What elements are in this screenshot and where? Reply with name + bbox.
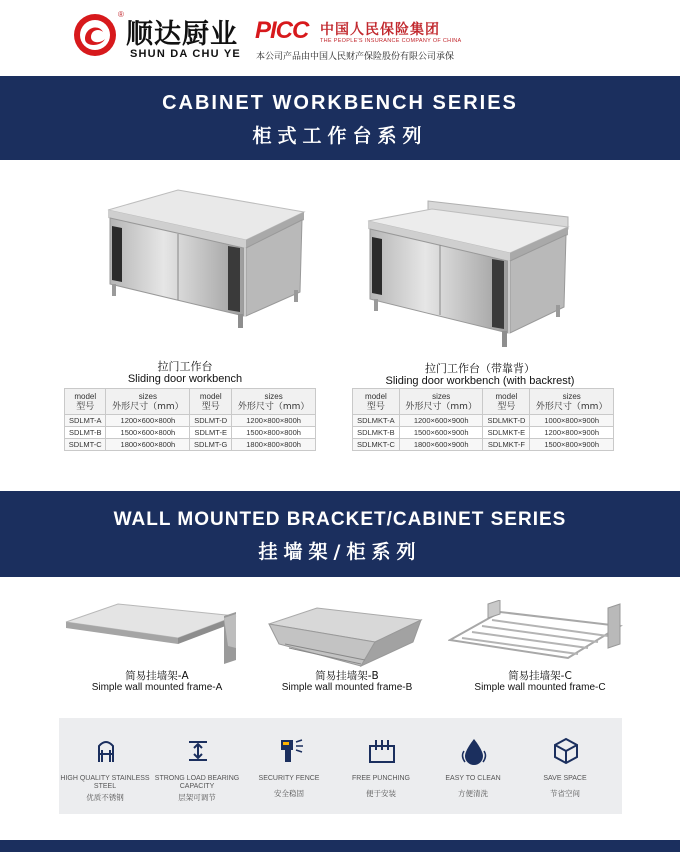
sizes-header-cn: 外形尺寸（mm） — [405, 401, 477, 412]
frame-c-caption — [455, 670, 625, 694]
sizes-header-en: sizes — [562, 391, 581, 401]
next-section-banner — [0, 840, 680, 852]
size-cell: 1200×600×800h — [106, 415, 190, 427]
feature-clean — [427, 718, 519, 814]
load-icon — [183, 736, 213, 766]
fence-icon — [275, 736, 305, 766]
model-cell: SDLMKT-E — [483, 427, 530, 439]
sliding-door-workbench-image — [98, 188, 312, 338]
wall-mounted-banner — [0, 491, 680, 577]
picc-logo: PICC — [255, 17, 309, 44]
workbench-2-name-cn: 拉门工作台（带靠背） — [425, 362, 535, 375]
feature-punching-cn: 便于安装 — [366, 789, 396, 798]
sizes-header — [399, 389, 483, 415]
model-cell: SDLMKT-B — [353, 427, 400, 439]
frame-a-name-en: Simple wall mounted frame-A — [91, 682, 223, 693]
workbench-2-name-en: Sliding door workbench (with backrest) — [385, 375, 575, 387]
table-header-row — [65, 389, 316, 415]
section-title-en: CABINET WORKBENCH SERIES — [162, 92, 518, 114]
sizes-header-cn: 外形尺寸（mm） — [237, 401, 310, 412]
page-header — [0, 0, 680, 72]
size-cell: 1800×800×800h — [232, 439, 316, 451]
shunda-logo-icon — [72, 12, 118, 58]
model-header-en: model — [74, 391, 97, 401]
feature-clean-cn: 方便清洗 — [458, 789, 488, 798]
picc-name-en: THE PEOPLE'S INSURANCE COMPANY OF CHINA — [320, 38, 462, 44]
sizes-header-cn: 外形尺寸（mm） — [535, 401, 608, 412]
workbench-1-name-en: Sliding door workbench — [127, 373, 243, 385]
wall-frame-c-image — [448, 600, 623, 662]
feature-load-en: STRONG LOAD BEARING CAPACITY — [154, 775, 240, 790]
model-header — [65, 389, 106, 415]
workbench-2-spec-table — [352, 388, 614, 451]
model-header — [483, 389, 530, 415]
brand-name-en: SHUN DA CHU YE — [130, 48, 241, 60]
size-cell: 1200×600×900h — [399, 415, 483, 427]
size-cell: 1500×800×800h — [232, 427, 316, 439]
brand-name-cn: 顺达厨业 — [126, 19, 238, 50]
frame-c-name-cn: 简易挂墙架-C — [508, 670, 572, 682]
frame-a-caption — [72, 670, 242, 694]
feature-clean-en: EASY TO CLEAN — [445, 775, 501, 782]
feature-quality-en: HIGH QUALITY STAINLESS STEEL — [60, 775, 150, 790]
drop-icon — [459, 736, 489, 766]
workbench-1-spec-table — [64, 388, 316, 451]
model-cell: SDLMKT-C — [353, 439, 400, 451]
sizes-header-cn: 外形尺寸（mm） — [112, 401, 184, 412]
model-cell: SDLMT-A — [65, 415, 106, 427]
wall-frame-a-image — [60, 598, 240, 664]
feature-fence-cn: 安全稳固 — [274, 789, 304, 798]
model-header-en: model — [495, 391, 518, 401]
feature-space-cn: 节省空间 — [550, 789, 580, 798]
frame-b-name-cn: 简易挂墙架-B — [315, 670, 379, 682]
sizes-header — [530, 389, 614, 415]
model-header-cn: 型号 — [201, 401, 220, 412]
model-cell: SDLMKT-F — [483, 439, 530, 451]
feature-punching — [335, 718, 427, 814]
model-header-cn: 型号 — [366, 401, 385, 412]
feature-quality — [59, 718, 151, 814]
picc-name-cn: 中国人民保险集团 — [320, 22, 440, 38]
quality-icon — [91, 736, 121, 766]
size-cell: 1500×800×900h — [530, 439, 614, 451]
cabinet-workbench-banner — [0, 76, 680, 160]
table-row — [353, 439, 614, 451]
table-row — [353, 415, 614, 427]
insurance-note: 本公司产品由中国人民财产保险股份有限公司承保 — [256, 52, 455, 62]
sizes-header-en: sizes — [432, 391, 451, 401]
table-header-row — [353, 389, 614, 415]
table-row — [353, 427, 614, 439]
model-header — [353, 389, 400, 415]
frame-b-caption — [262, 670, 432, 694]
model-header-en: model — [199, 391, 222, 401]
feature-space-en: SAVE SPACE — [543, 775, 587, 782]
model-cell: SDLMT-D — [190, 415, 232, 427]
feature-punching-en: FREE PUNCHING — [352, 775, 410, 782]
feature-fence — [243, 718, 335, 814]
section-title-cn: 挂墙架/柜系列 — [258, 541, 422, 563]
model-cell: SDLMKT-D — [483, 415, 530, 427]
size-cell: 1200×800×900h — [530, 427, 614, 439]
model-header-cn: 型号 — [497, 401, 516, 412]
workbench-2-caption — [380, 362, 580, 388]
feature-quality-cn: 优质不锈钢 — [86, 793, 124, 802]
backrest-workbench-image — [360, 195, 578, 353]
section-title-cn: 柜式工作台系列 — [252, 125, 428, 147]
size-cell: 1800×600×900h — [399, 439, 483, 451]
model-cell: SDLMT-B — [65, 427, 106, 439]
size-cell: 1800×600×800h — [106, 439, 190, 451]
model-cell: SDLMT-C — [65, 439, 106, 451]
table-row — [65, 427, 316, 439]
feature-load — [151, 718, 243, 814]
sizes-header-en: sizes — [264, 391, 283, 401]
table-row — [65, 439, 316, 451]
sizes-header — [232, 389, 316, 415]
features-strip — [59, 718, 622, 814]
model-header-en: model — [365, 391, 387, 401]
section-title-en: WALL MOUNTED BRACKET/CABINET SERIES — [113, 509, 567, 530]
punch-icon — [367, 736, 397, 766]
frame-b-name-en: Simple wall mounted frame-B — [281, 682, 413, 693]
workbench-1-caption — [110, 360, 260, 386]
size-cell: 1500×600×800h — [106, 427, 190, 439]
model-cell: SDLMT-E — [190, 427, 232, 439]
model-header-cn: 型号 — [76, 401, 95, 412]
size-cell: 1500×600×900h — [399, 427, 483, 439]
workbench-1-name-cn: 拉门工作台 — [157, 360, 213, 373]
feature-space — [519, 718, 611, 814]
frame-a-name-cn: 简易挂墙架-A — [125, 670, 189, 682]
size-cell: 1000×800×900h — [530, 415, 614, 427]
sizes-header-en: sizes — [138, 391, 157, 401]
size-cell: 1200×800×800h — [232, 415, 316, 427]
box-icon — [551, 736, 581, 766]
model-header — [190, 389, 232, 415]
sizes-header — [106, 389, 190, 415]
model-cell: SDLMKT-A — [353, 415, 400, 427]
feature-fence-en: SECURITY FENCE — [258, 775, 320, 782]
model-cell: SDLMT-G — [190, 439, 232, 451]
wall-frame-b-image — [265, 600, 425, 670]
registered-mark: ® — [118, 10, 124, 19]
frame-c-name-en: Simple wall mounted frame-C — [474, 682, 606, 693]
table-row — [65, 415, 316, 427]
feature-load-cn: 层架可调节 — [178, 793, 216, 802]
